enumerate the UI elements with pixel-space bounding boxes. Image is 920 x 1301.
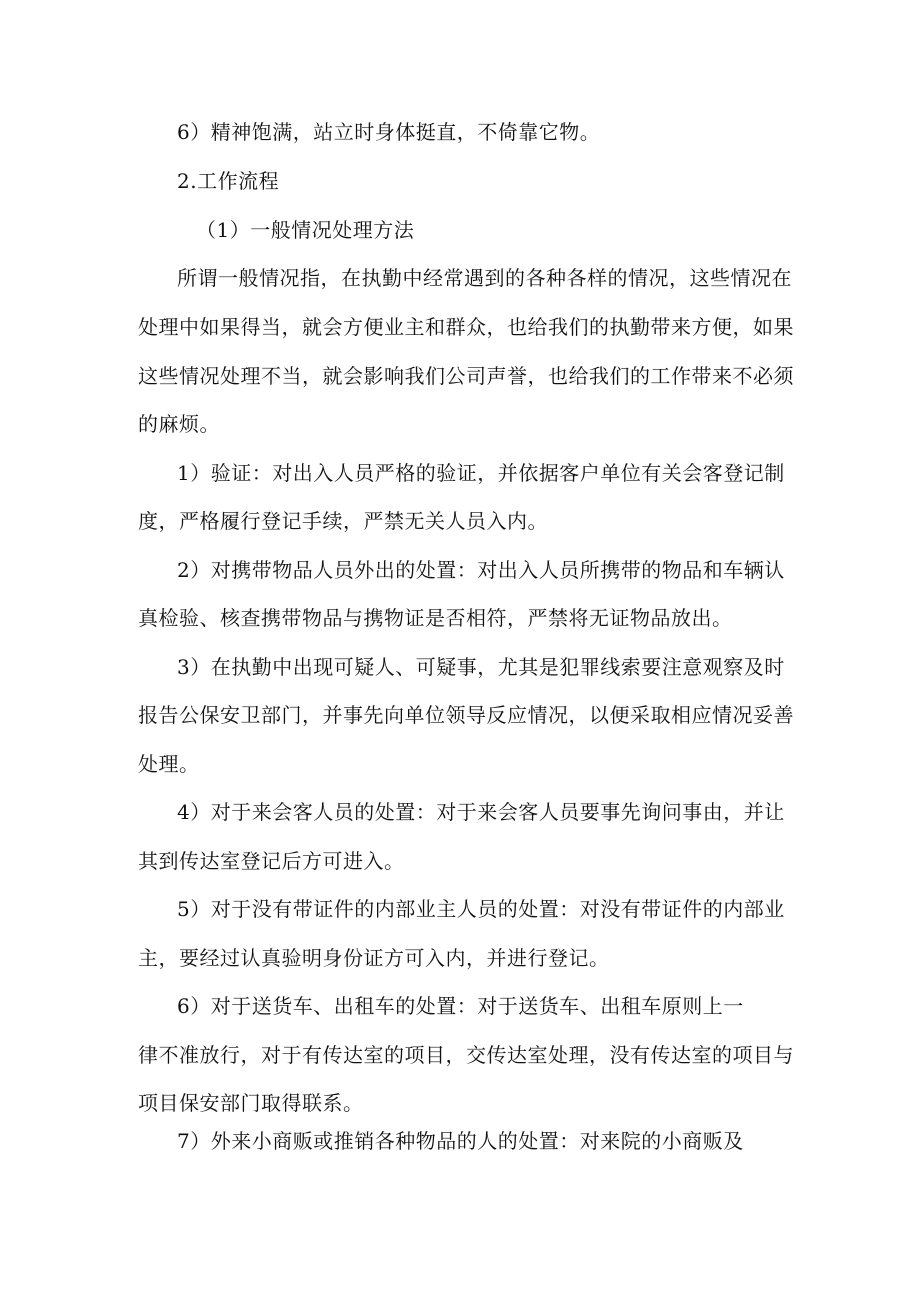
- text-line: 其到传达室登记后方可进入。: [138, 849, 405, 873]
- text-line: 5）对于没有带证件的内部业主人员的处置：对没有带证件的内部业: [177, 897, 785, 921]
- text-line: 处理。: [138, 752, 200, 776]
- subsection-heading: （1）一般情况处理方法: [196, 218, 415, 242]
- text-line: 处理中如果得当，就会方便业主和群众，也给我们的执勤带来方便，如果: [138, 315, 794, 339]
- text-line: 6）精神饱满，站立时身体挺直，不倚靠它物。: [177, 120, 601, 144]
- text-line: 报告公保安卫部门，并事先向单位领导反应情况，以便采取相应情况妥善: [138, 703, 794, 727]
- text-line: 所谓一般情况指，在执勤中经常遇到的各种各样的情况，这些情况在: [177, 266, 792, 290]
- text-line: 2）对携带物品人员外出的处置：对出入人员所携带的物品和车辆认: [177, 558, 785, 582]
- text-line: 7）外来小商贩或推销各种物品的人的处置：对来院的小商贩及: [177, 1129, 744, 1153]
- text-line: 4）对于来会客人员的处置：对于来会客人员要事先询问事由，并让: [177, 800, 785, 824]
- text-line: 这些情况处理不当，就会影响我们公司声誉，也给我们的工作带来不必须: [138, 364, 794, 388]
- text-line: 律不准放行，对于有传达室的项目，交传达室处理，没有传达室的项目与: [138, 1043, 794, 1067]
- section-heading: 2.工作流程: [177, 169, 280, 193]
- text-line: 项目保安部门取得联系。: [138, 1091, 364, 1115]
- text-line: 主，要经过认真验明身份证方可入内，并进行登记。: [138, 946, 610, 970]
- text-line: 1）验证：对出入人员严格的验证，并依据客户单位有关会客登记制: [177, 461, 785, 485]
- text-line: 3）在执勤中出现可疑人、可疑事，尤其是犯罪线索要注意观察及时: [177, 655, 785, 679]
- text-line: 真检验、核查携带物品与携物证是否相符，严禁将无证物品放出。: [138, 606, 733, 630]
- text-line: 6）对于送货车、出租车的处置：对于送货车、出租车原则上一: [177, 994, 744, 1018]
- text-line: 度，严格履行登记手续，严禁无关人员入内。: [138, 509, 548, 533]
- text-line: 的麻烦。: [138, 412, 220, 436]
